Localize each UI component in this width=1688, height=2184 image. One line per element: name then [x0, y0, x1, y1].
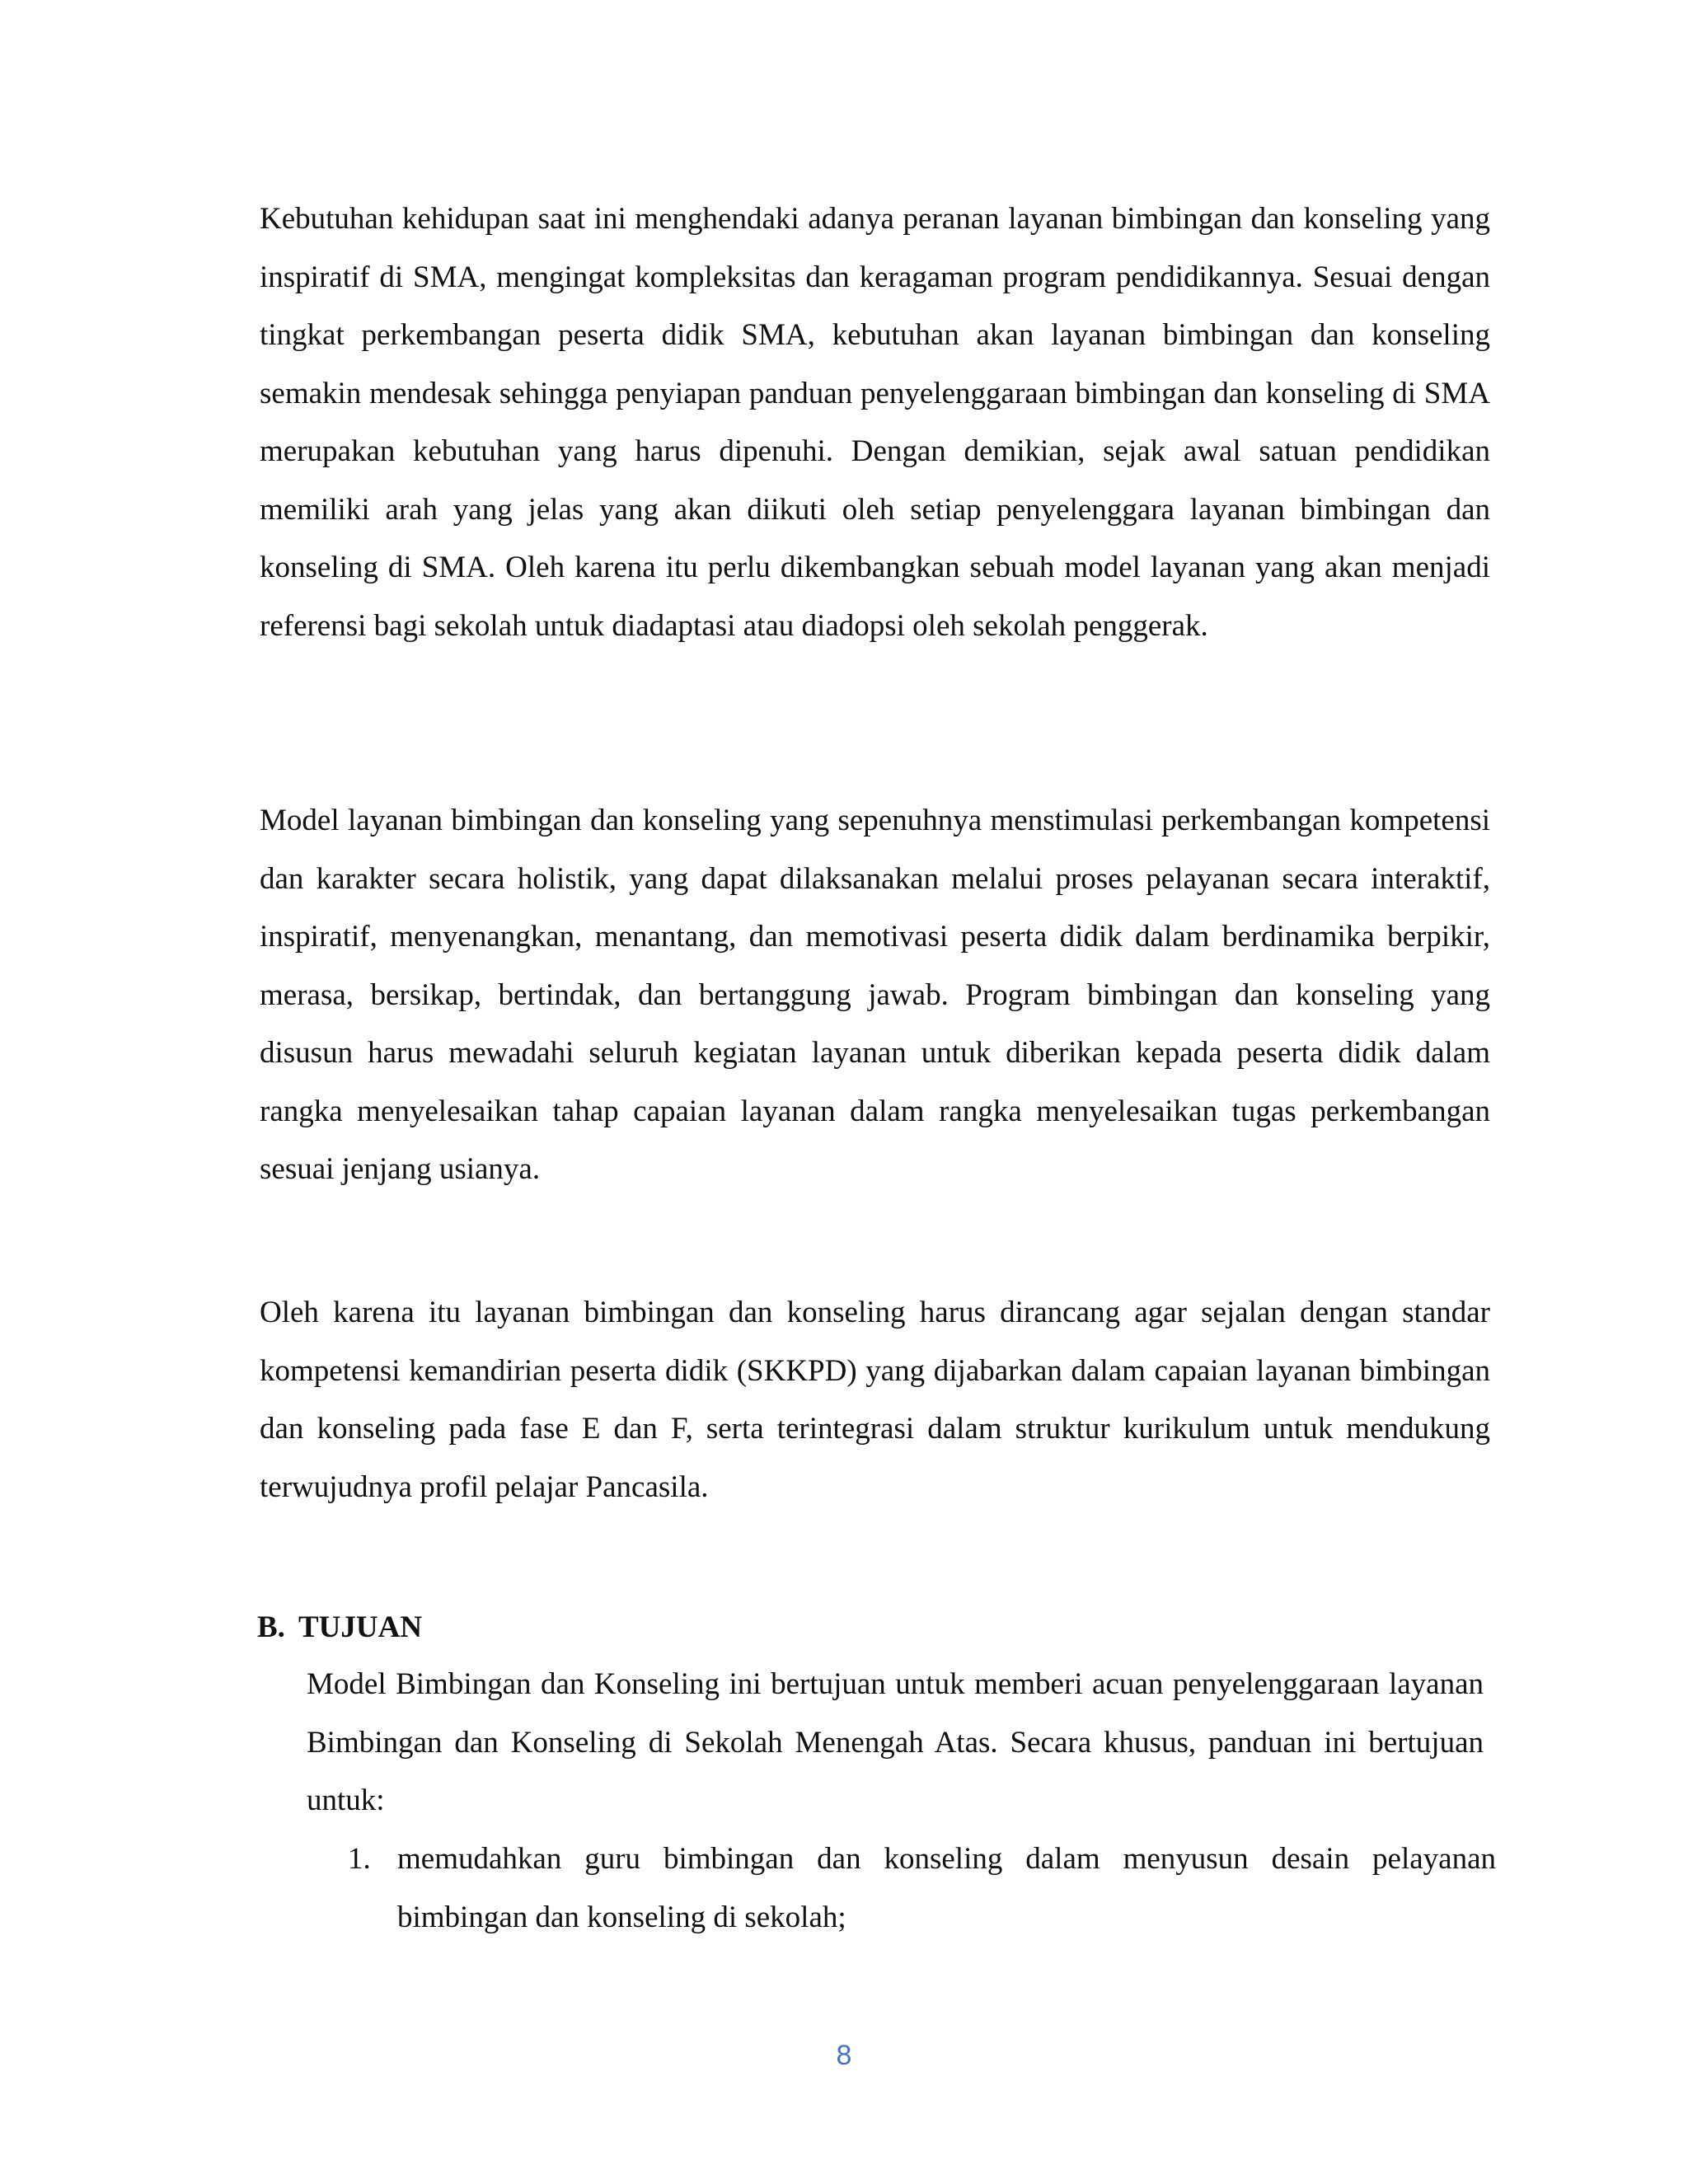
list-item-text: memudahkan guru bimbingan dan konseling dalam menyusun desain pelayanan bimbingan dan konseling di sekolah; — [397, 1842, 1496, 1934]
list-item-number: 1. — [348, 1842, 371, 1876]
paragraph-text: Kebutuhan kehidupan saat ini menghendaki adanya peranan layanan bimbingan dan konseling yang inspiratif di SMA, mengingat kompleksitas dan keragaman program pendidikannya. Sesuai dengan tingkat perkembangan peserta didik SMA, kebutuhan akan layanan bimbingan dan konseling semakin mendesak sehingga penyiapan panduan penyelenggaraan bimbingan dan konseling di SMA merupakan kebutuhan yang harus dipenuhi. Dengan demikian, sejak awal satuan pendidikan memiliki arah yang jelas yang akan diikuti oleh setiap penyelenggara layanan bimbingan dan konseling di SMA. Oleh karena itu perlu dikembangkan sebuah model layanan yang akan menjadi referensi bagi sekolah untuk diadaptasi atau diadopsi oleh sekolah penggerak. — [260, 202, 1490, 643]
paragraph-text: Oleh karena itu layanan bimbingan dan konseling harus dirancang agar sejalan dengan standar kompetensi kemandirian peserta didik (SKKPD) yang dijabarkan dalam capaian layanan bimbingan dan konseling pada fase E dan F, serta terintegrasi dalam struktur kurikulum untuk mendukung terwujudnya profil pelajar Pancasila. — [260, 1296, 1490, 1504]
page-number: 8 — [836, 2040, 852, 2071]
paragraph-text: Model layanan bimbingan dan konseling yang sepenuhnya menstimulasi perkembangan kompetensi dan karakter secara holistik, yang dapat dilaksanakan melalui proses pelayanan secara interaktif, inspiratif, menyenangkan, menantang, dan memotivasi peserta didik dalam berdinamika berpikir, merasa, bersikap, bertindak, dan bertanggung jawab. Program bimbingan dan konseling yang disusun harus mewadahi seluruh kegiatan layanan untuk diberikan kepada peserta didik dalam rangka menyelesaikan tahap capaian layanan dalam rangka menyelesaikan tugas perkembangan sesuai jenjang usianya. — [260, 804, 1490, 1186]
body-paragraph-3 — [260, 1284, 1490, 1516]
body-paragraph-1 — [260, 190, 1490, 655]
body-paragraph-2 — [260, 792, 1490, 1199]
section-intro: Model Bimbingan dan Konseling ini bertujuan untuk memberi acuan penyelenggaraan layanan Bimbingan dan Konseling di Sekolah Menengah Atas. Secara khusus, panduan ini bertujuan untuk: — [307, 1667, 1484, 1817]
section-number: B. — [257, 1610, 285, 1644]
list-item — [307, 1830, 1496, 1947]
goal-list — [307, 1830, 1496, 1947]
section-title: TUJUAN — [298, 1610, 423, 1644]
section-heading — [257, 1607, 422, 1648]
